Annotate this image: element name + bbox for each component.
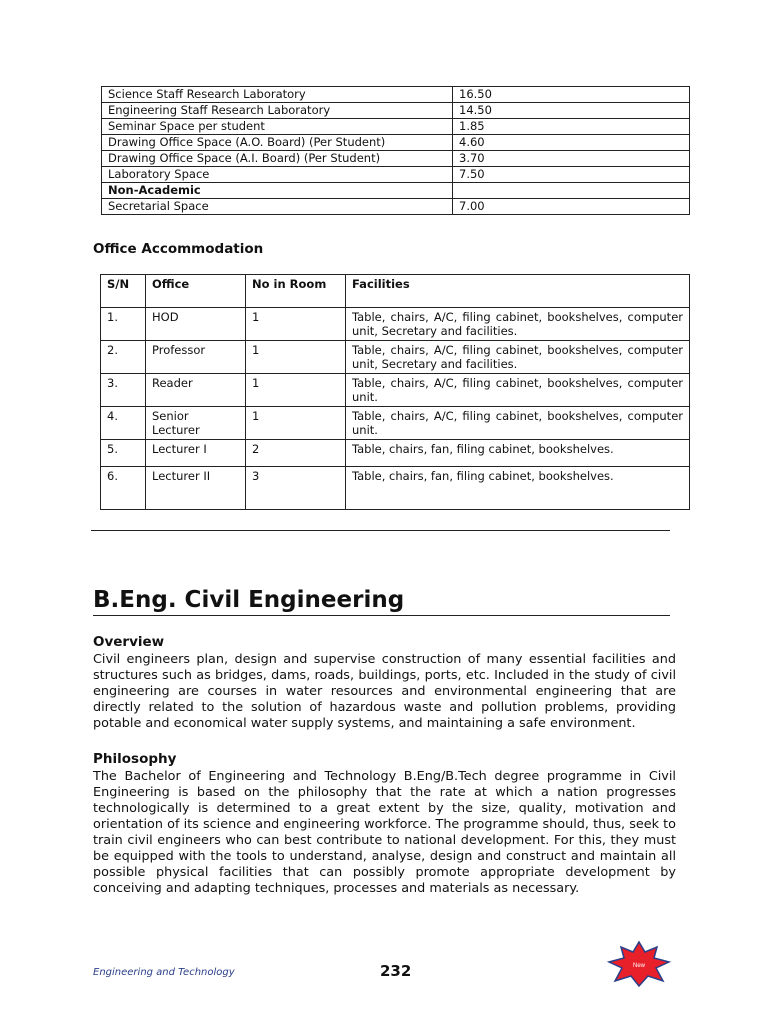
philosophy-paragraph: The Bachelor of Engineering and Technology B.Eng/B.Tech degree programme in Civil Engineering is based on the philosophy that the rate at which a nation progresses technologically is determined to a great extent by the size, quality, motivation and orientation of its science and engineering workforce. The programme should, thus, seek to train civil engineers who can best contribute to national development. For this, they must be equipped with the tools to understand, analyse, design and construct and maintain all possible physical facilities that can possibly promote appropriate development by conceiving and adapting techniques, processes and materials as necessary. bbox=[93, 769, 676, 896]
cell-facilities: Table, chairs, fan, filing cabinet, bookshelves. bbox=[346, 440, 690, 467]
cell-count: 3 bbox=[246, 467, 346, 510]
office-accommodation-heading: Office Accommodation bbox=[93, 241, 264, 257]
table-row bbox=[102, 151, 690, 167]
space-value: 14.50 bbox=[453, 103, 690, 119]
table-row bbox=[101, 407, 690, 440]
cell-office: Professor bbox=[146, 341, 246, 374]
space-name: Secretarial Space bbox=[102, 199, 453, 215]
space-name: Engineering Staff Research Laboratory bbox=[102, 103, 453, 119]
space-name: Seminar Space per student bbox=[102, 119, 453, 135]
cell-sn: 5. bbox=[101, 440, 146, 467]
cell-office: Reader bbox=[146, 374, 246, 407]
page-number: 232 bbox=[380, 962, 412, 980]
cell-count: 1 bbox=[246, 374, 346, 407]
table-section-row bbox=[102, 183, 690, 199]
cell-count: 1 bbox=[246, 341, 346, 374]
cell-sn: 2. bbox=[101, 341, 146, 374]
cell-facilities: Table, chairs, A/C, filing cabinet, bookshelves, computer unit. bbox=[346, 407, 690, 440]
table-header-row bbox=[101, 275, 690, 308]
cell-sn: 6. bbox=[101, 467, 146, 510]
table-row bbox=[102, 119, 690, 135]
space-value bbox=[453, 183, 690, 199]
column-header-sn: S/N bbox=[101, 275, 146, 308]
cell-facilities: Table, chairs, fan, filing cabinet, bookshelves. bbox=[346, 467, 690, 510]
space-value: 3.70 bbox=[453, 151, 690, 167]
table-row bbox=[102, 135, 690, 151]
cell-office: HOD bbox=[146, 308, 246, 341]
table-row bbox=[101, 308, 690, 341]
overview-paragraph: Civil engineers plan, design and supervise construction of many essential facilities and structures such as bridges, dams, roads, buildings, ports, etc. Included in the study of civil engineering are courses in water resources and environmental engineering that are directly related to the solution of hazardous waste and pollution problems, providing potable and economical water supply systems, and maintaining a safe environment. bbox=[93, 652, 676, 731]
cell-sn: 3. bbox=[101, 374, 146, 407]
cell-office: Lecturer I bbox=[146, 440, 246, 467]
space-value: 1.85 bbox=[453, 119, 690, 135]
overview-heading: Overview bbox=[93, 634, 165, 650]
space-name: Drawing Office Space (A.I. Board) (Per Student) bbox=[102, 151, 453, 167]
philosophy-heading: Philosophy bbox=[93, 751, 177, 767]
cell-facilities: Table, chairs, A/C, filing cabinet, bookshelves, computer unit. bbox=[346, 374, 690, 407]
cell-sn: 4. bbox=[101, 407, 146, 440]
page-title: B.Eng. Civil Engineering bbox=[93, 587, 405, 613]
column-header-count: No in Room bbox=[246, 275, 346, 308]
space-allocation-table bbox=[101, 86, 690, 215]
cell-count: 1 bbox=[246, 407, 346, 440]
section-divider bbox=[91, 530, 670, 531]
section-label: Non-Academic bbox=[102, 183, 453, 199]
table-row bbox=[101, 341, 690, 374]
table-row bbox=[102, 167, 690, 183]
space-value: 16.50 bbox=[453, 87, 690, 103]
office-accommodation-table bbox=[100, 274, 690, 510]
cell-facilities: Table, chairs, A/C, filing cabinet, bookshelves, computer unit, Secretary and facilities. bbox=[346, 341, 690, 374]
column-header-facilities: Facilities bbox=[346, 275, 690, 308]
cell-count: 1 bbox=[246, 308, 346, 341]
space-value: 7.00 bbox=[453, 199, 690, 215]
cell-count: 2 bbox=[246, 440, 346, 467]
cell-facilities: Table, chairs, A/C, filing cabinet, bookshelves, computer unit, Secretary and facilities. bbox=[346, 308, 690, 341]
badge-text: New bbox=[632, 963, 646, 969]
space-value: 4.60 bbox=[453, 135, 690, 151]
table-row bbox=[101, 374, 690, 407]
space-name: Drawing Office Space (A.O. Board) (Per Student) bbox=[102, 135, 453, 151]
column-header-office: Office bbox=[146, 275, 246, 308]
table-row bbox=[101, 467, 690, 510]
cell-office: Senior Lecturer bbox=[146, 407, 246, 440]
footer-faculty-label: Engineering and Technology bbox=[93, 967, 235, 978]
space-name: Science Staff Research Laboratory bbox=[102, 87, 453, 103]
table-row bbox=[102, 199, 690, 215]
space-name: Laboratory Space bbox=[102, 167, 453, 183]
new-badge-star-icon bbox=[605, 940, 673, 988]
space-value: 7.50 bbox=[453, 167, 690, 183]
table-row bbox=[102, 87, 690, 103]
table-row bbox=[102, 103, 690, 119]
title-underline bbox=[93, 615, 670, 616]
table-row bbox=[101, 440, 690, 467]
cell-office: Lecturer II bbox=[146, 467, 246, 510]
cell-sn: 1. bbox=[101, 308, 146, 341]
